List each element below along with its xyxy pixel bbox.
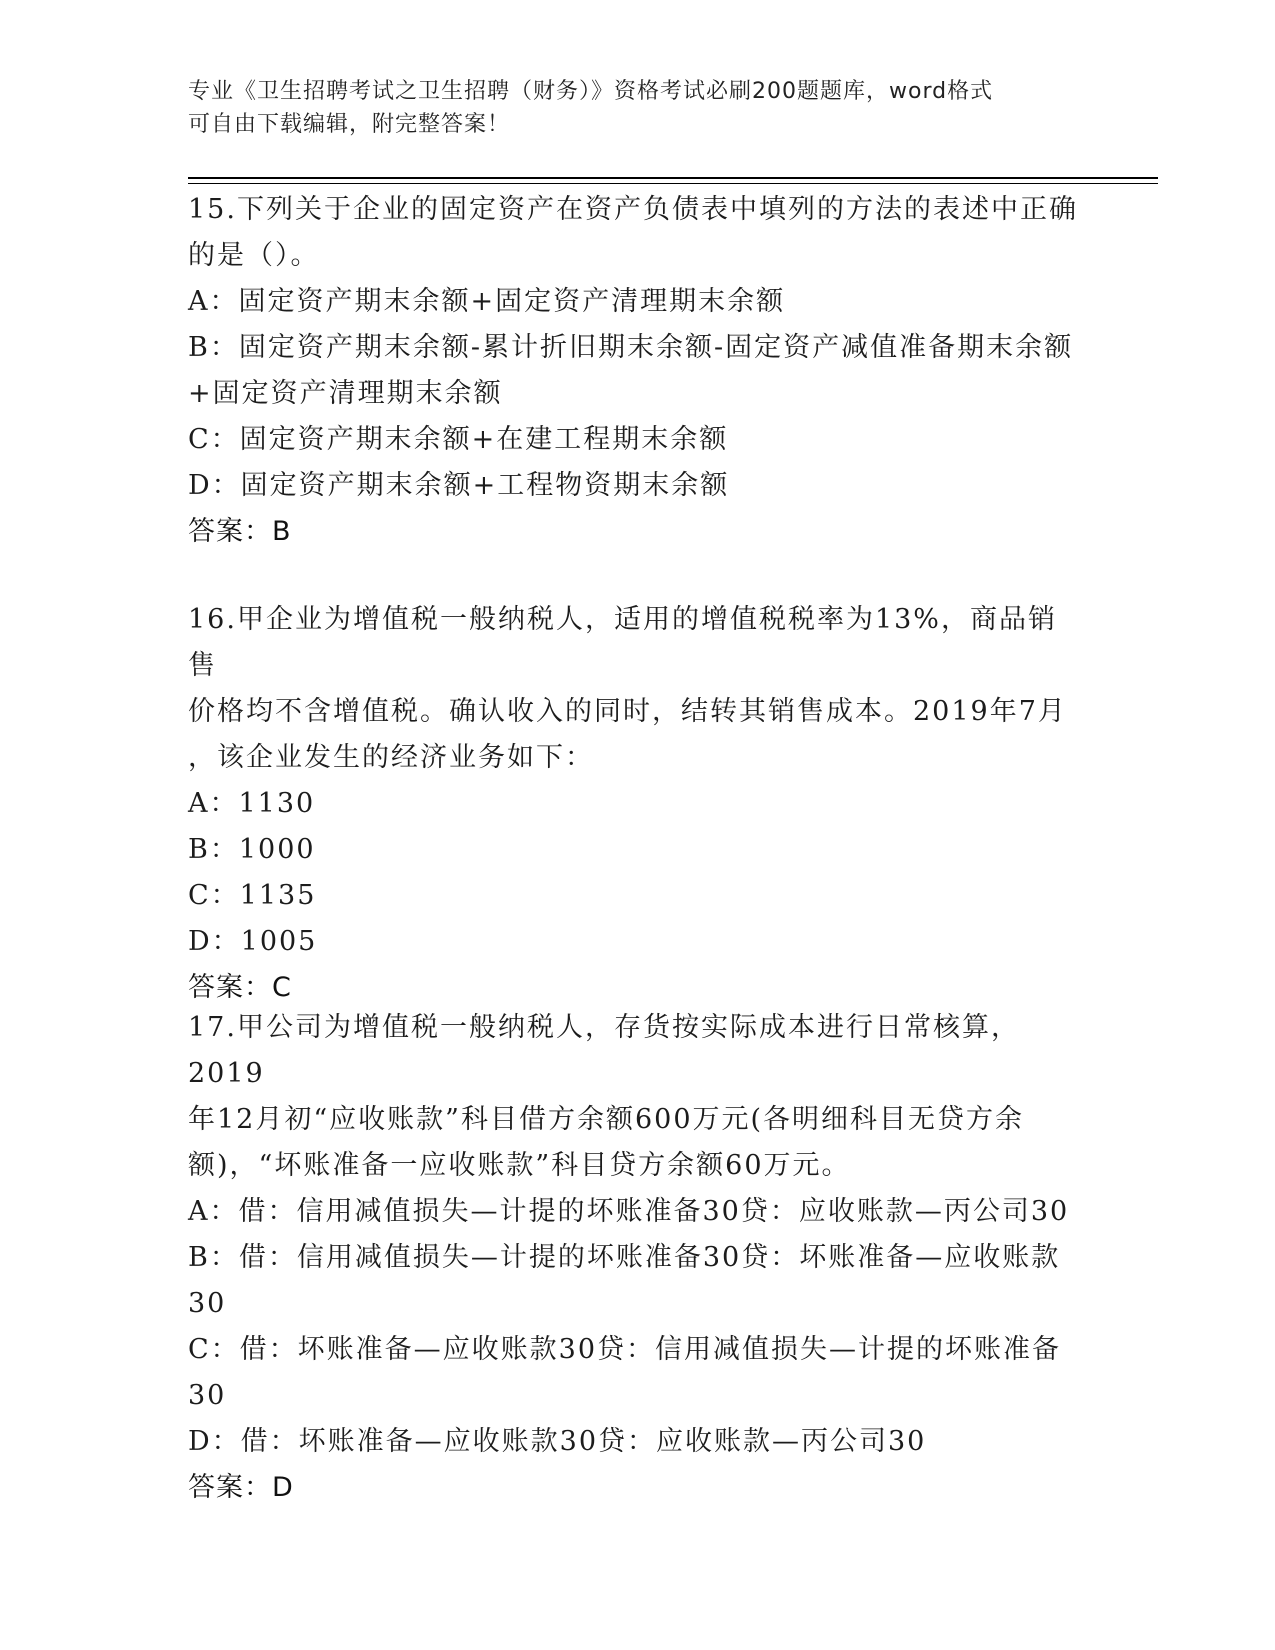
option-c-continued: 30 (188, 1380, 227, 1411)
header-divider-thin (188, 183, 1158, 184)
option-c: C：借：坏账准备—应收账款30贷：信用减值损失—计提的坏账准备 (188, 1334, 1062, 1365)
option-b-continued: +固定资产清理期末余额 (188, 378, 503, 409)
option-b: B：1000 (188, 834, 316, 865)
document-header (188, 75, 1068, 141)
question-16 (188, 597, 1078, 1011)
option-c: C：1135 (188, 880, 317, 911)
option-d: D：1005 (188, 926, 318, 957)
option-b: B：固定资产期末余额-累计折旧期末余额-固定资产减值准备期末余额 (188, 332, 1074, 363)
question-stem-line: ，该企业发生的经济业务如下： (188, 742, 594, 773)
option-d: D：借：坏账准备—应收账款30贷：应收账款—丙公司30 (188, 1426, 927, 1457)
question-15 (188, 187, 1078, 555)
option-c: C：固定资产期末余额+在建工程期末余额 (188, 424, 729, 455)
question-17 (188, 1005, 1078, 1511)
header-divider-thick (188, 177, 1158, 179)
question-stem-line: 的是（）。 (188, 240, 320, 271)
question-stem-line: 价格均不含增值税。确认收入的同时，结转其销售成本。2019年7月 (188, 696, 1067, 727)
answer-line: 答案：D (188, 1472, 294, 1503)
answer-line: 答案：B (188, 516, 292, 547)
answer-line: 答案：C (188, 972, 292, 1003)
question-stem-line: 17.甲公司为增值税一般纳税人，存货按实际成本进行日常核算，2019 (188, 1012, 1020, 1089)
question-stem-line: 15.下列关于企业的固定资产在资产负债表中填列的方法的表述中正确 (188, 194, 1078, 225)
option-b-continued: 30 (188, 1288, 227, 1319)
option-a: A：借：信用减值损失—计提的坏账准备30贷：应收账款—丙公司30 (188, 1196, 1070, 1227)
option-b: B：借：信用减值损失—计提的坏账准备30贷：坏账准备—应收账款 (188, 1242, 1061, 1273)
header-line-1: 专业《卫生招聘考试之卫生招聘（财务）》资格考试必刷200题题库，word格式 (188, 79, 994, 104)
question-stem-line: 16.甲企业为增值税一般纳税人，适用的增值税税率为13%，商品销售 (188, 604, 1057, 681)
header-line-2: 可自由下载编辑，附完整答案！ (188, 112, 511, 137)
option-d: D：固定资产期末余额+工程物资期末余额 (188, 470, 730, 501)
question-stem-line: 年12月初“应收账款”科目借方余额600万元(各明细科目无贷方余 (188, 1104, 1025, 1135)
question-stem-line: 额)，“坏账准备一应收账款”科目贷方余额60万元。 (188, 1150, 851, 1181)
option-a: A：固定资产期末余额+固定资产清理期末余额 (188, 286, 786, 317)
option-a: A：1130 (188, 788, 316, 819)
